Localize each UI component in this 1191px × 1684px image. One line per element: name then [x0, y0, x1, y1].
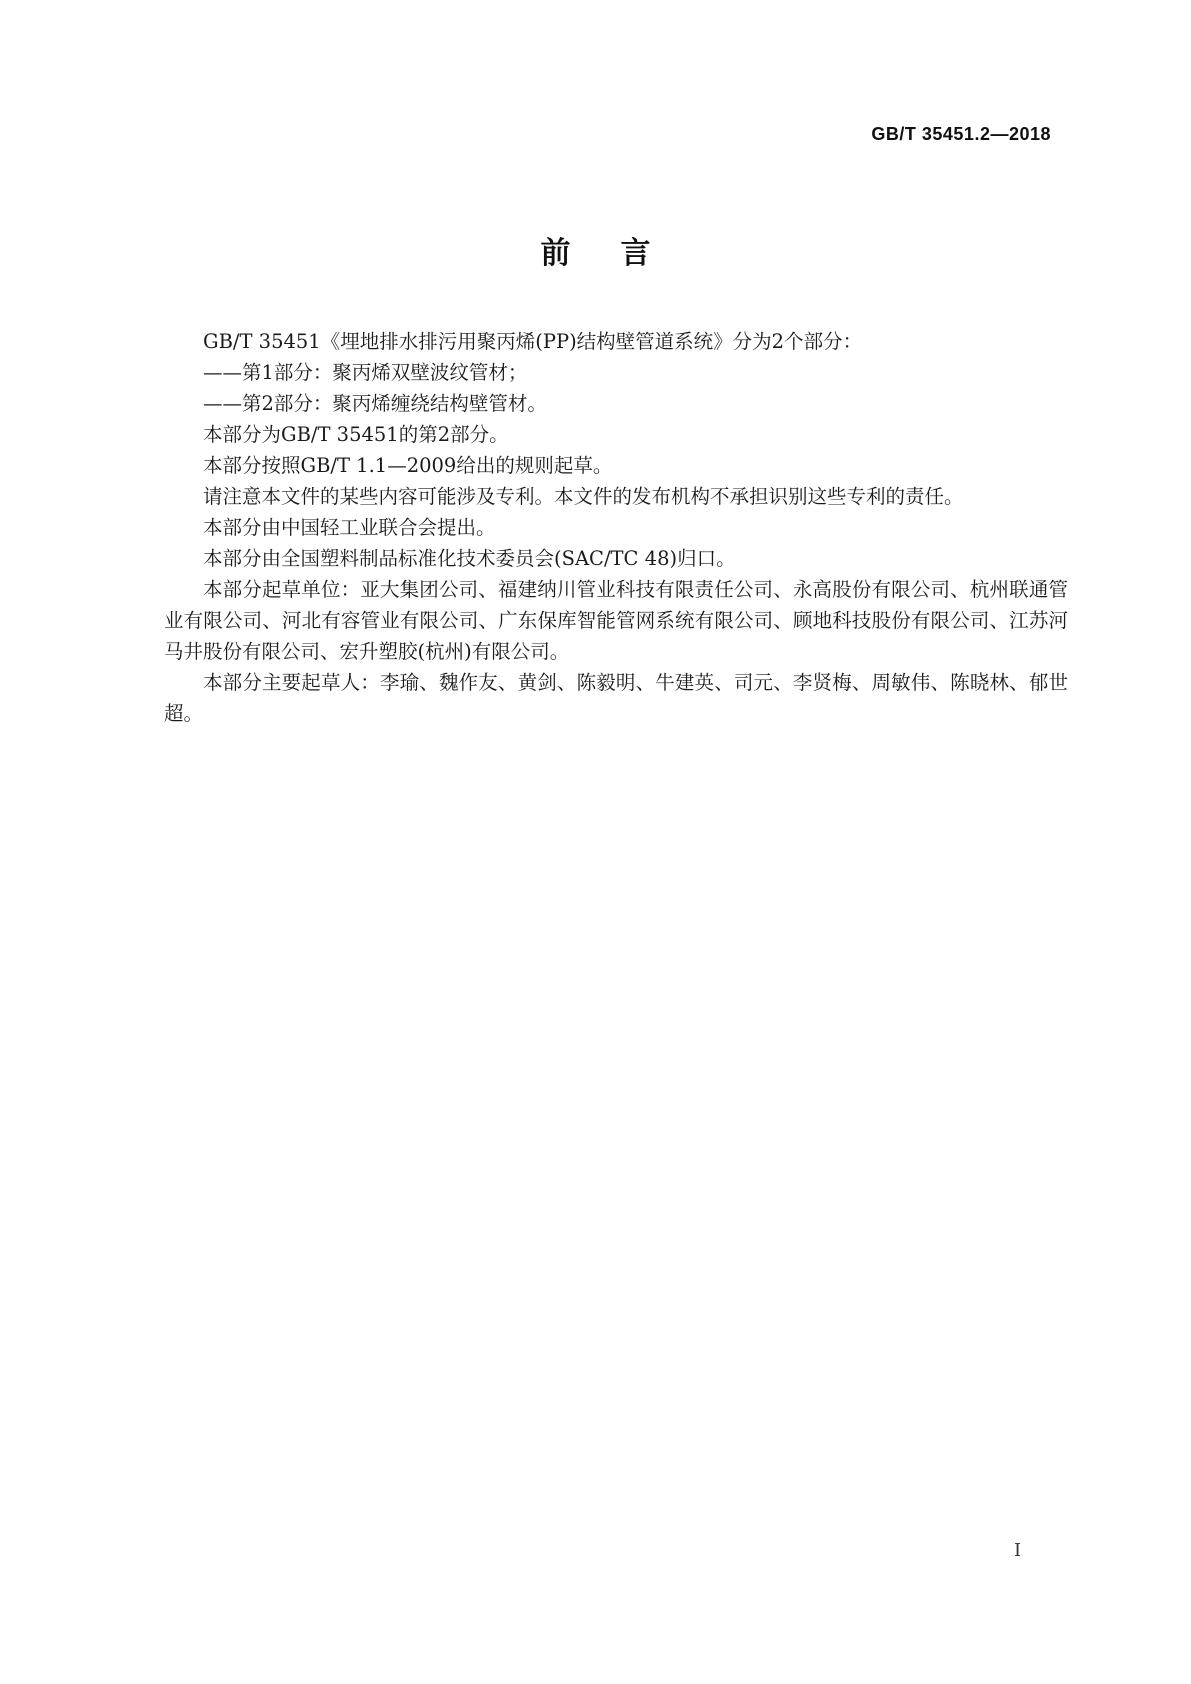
paragraph-patent-notice: 请注意本文件的某些内容可能涉及专利。本文件的发布机构不承担识别这些专利的责任。 — [203, 485, 964, 508]
paragraph-this-part: 本部分为GB/T 35451的第2部分。 — [203, 423, 509, 446]
page-title: 前言 — [540, 236, 701, 271]
page-number: I — [1014, 1540, 1022, 1561]
paragraph-parts-intro: GB/T 35451《埋地排水排污用聚丙烯(PP)结构壁管道系统》分为2个部分： — [203, 330, 863, 353]
paragraph-drafting-organizations: 本部分起草单位：亚大集团公司、福建纳川管业科技有限责任公司、永高股份有限公司、杭州联通管业有限公司、河北有容管业有限公司、广东保库智能管网系统有限公司、顾地科技股份有限公司、江苏河马井股份有限公司、宏升塑胶(杭州)有限公司。 — [164, 578, 1068, 663]
paragraph-drafters: 本部分主要起草人：李瑜、魏作友、黄剑、陈毅明、牛建英、司元、李贤梅、周敏伟、陈晓林、郁世超。 — [164, 671, 1068, 725]
paragraph-technical-committee: 本部分由全国塑料制品标准化技术委员会(SAC/TC 48)归口。 — [203, 547, 736, 570]
standard-code: GB/T 35451.2—2018 — [871, 124, 1051, 144]
paragraph-proposed-by: 本部分由中国轻工业联合会提出。 — [203, 516, 496, 539]
paragraph-part-1: ——第1部分：聚丙烯双壁波纹管材； — [203, 361, 528, 384]
paragraph-drafting-rules: 本部分按照GB/T 1.1—2009给出的规则起草。 — [203, 454, 613, 477]
foreword-body — [164, 326, 1068, 729]
paragraph-part-2: ——第2部分：聚丙烯缠绕结构壁管材。 — [203, 392, 547, 415]
